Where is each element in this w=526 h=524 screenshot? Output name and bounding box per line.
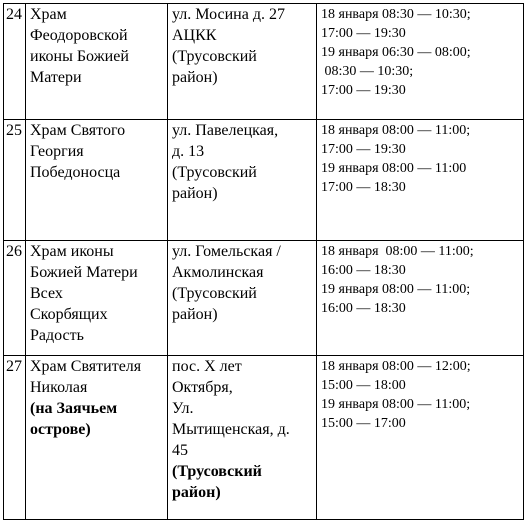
- address-line: ул. Гомельская /: [172, 243, 281, 260]
- address-line: район): [172, 69, 218, 86]
- time-line: 18 января 08:00 — 11:00;: [321, 123, 471, 138]
- church-name-line: Радость: [30, 327, 84, 344]
- church-address: [168, 120, 317, 241]
- time-line: 16:00 — 18:30: [321, 301, 406, 316]
- row-number: 25: [4, 120, 26, 241]
- church-address: [168, 241, 317, 356]
- address-line: Акмолинская: [172, 264, 264, 281]
- church-name-line: Храм: [30, 6, 67, 23]
- church-location-note: острове): [30, 421, 91, 438]
- church-name-line: иконы Божией: [30, 48, 129, 65]
- church-name-line: Победоносца: [30, 164, 121, 181]
- address-line: АЦКК: [172, 27, 217, 44]
- address-line: 45: [172, 442, 188, 459]
- address-line: район): [172, 306, 218, 323]
- church-name: [26, 356, 168, 520]
- address-line: район): [172, 185, 218, 202]
- address-line: ул. Павелецкая,: [172, 122, 279, 139]
- church-name-line: Храм Святого: [30, 122, 126, 139]
- church-name-line: Божией Матери: [30, 264, 138, 281]
- address-line: (Трусовский: [172, 48, 257, 65]
- church-name-line: Феодоровской: [30, 27, 128, 44]
- time-line: 15:00 — 17:00: [321, 416, 406, 431]
- church-address: [168, 4, 317, 120]
- time-line: 19 января 08:00 — 11:00;: [321, 397, 471, 412]
- address-line: Октября,: [172, 379, 233, 396]
- address-line: д. 13: [172, 143, 205, 160]
- time-line: 16:00 — 18:30: [321, 263, 406, 278]
- time-line: 17:00 — 18:30: [321, 180, 406, 195]
- time-line: 17:00 — 19:30: [321, 142, 406, 157]
- row-number: 27: [4, 356, 26, 520]
- address-line: ул. Мосина д. 27: [172, 6, 285, 23]
- church-name: [26, 241, 168, 356]
- service-times: [317, 4, 524, 120]
- time-line: 19 января 06:30 — 08:00;: [321, 45, 471, 60]
- time-line: 18 января 08:00 — 12:00;: [321, 359, 471, 374]
- district-label: (Трусовский: [172, 463, 262, 480]
- address-line: Ул.: [172, 400, 194, 417]
- address-line: Мытищенская, д.: [172, 421, 290, 438]
- church-name-line: Храм Святителя: [30, 358, 142, 375]
- row-number: 26: [4, 241, 26, 356]
- church-location-note: (на Заячьем: [30, 400, 118, 417]
- church-name-line: Георгия: [30, 143, 84, 160]
- address-line: пос. X лет: [172, 358, 242, 375]
- church-name-line: Николая: [30, 379, 88, 396]
- church-name-line: Храм иконы: [30, 243, 114, 260]
- church-name-line: Всех: [30, 285, 63, 302]
- row-number: 24: [4, 4, 26, 120]
- time-line: 18 января 08:00 — 11:00;: [321, 244, 474, 259]
- time-line: 18 января 08:30 — 10:30;: [321, 7, 471, 22]
- address-line: (Трусовский: [172, 164, 257, 181]
- table-row: [4, 4, 524, 120]
- church-name-line: Скорбящих: [30, 306, 108, 323]
- district-label: район): [172, 484, 221, 501]
- service-times: [317, 241, 524, 356]
- time-line: 17:00 — 19:30: [321, 26, 406, 41]
- address-line: (Трусовский: [172, 285, 257, 302]
- church-name-line: Матери: [30, 69, 82, 86]
- service-times: [317, 120, 524, 241]
- time-line: 19 января 08:00 — 11:00: [321, 161, 467, 176]
- church-address: [168, 356, 317, 520]
- time-line: 19 января 08:00 — 11:00;: [321, 282, 471, 297]
- church-name: [26, 4, 168, 120]
- service-times: [317, 356, 524, 520]
- table-row: [4, 120, 524, 241]
- table-row: [4, 356, 524, 520]
- time-line: 15:00 — 18:00: [321, 378, 406, 393]
- table-row: [4, 241, 524, 356]
- time-line: 17:00 — 19:30: [321, 83, 406, 98]
- schedule-table: [3, 3, 524, 520]
- time-line: 08:30 — 10:30;: [321, 64, 414, 79]
- church-name: [26, 120, 168, 241]
